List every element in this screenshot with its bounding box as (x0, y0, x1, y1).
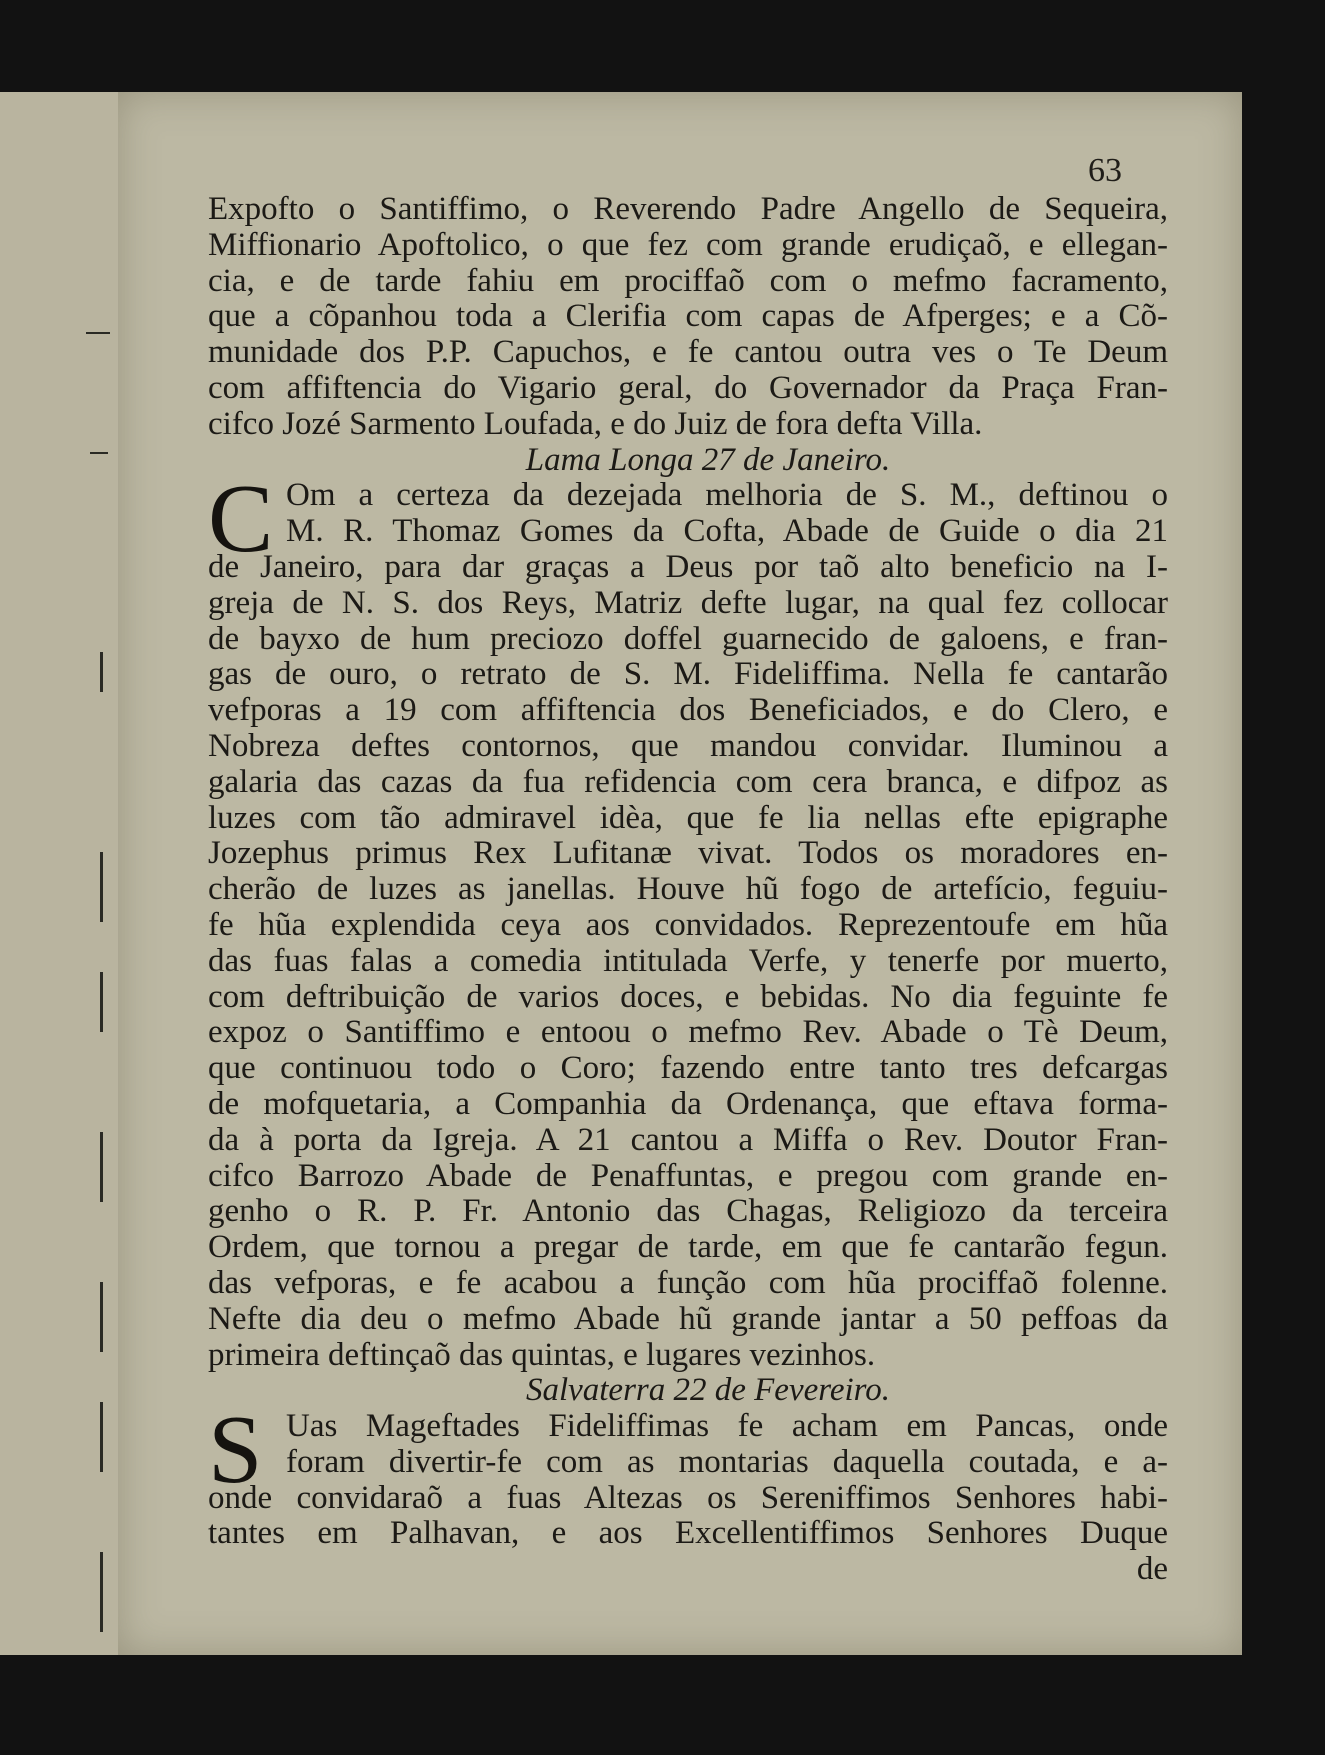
text-line: cherão de luzes as janellas. Houve hũ fogo de artefício, feguiu- (208, 871, 1168, 908)
text-line: gas de ouro, o retrato de S. M. Fideliffima. Nella fe cantarão (208, 656, 1168, 693)
text-line: de Janeiro, para dar graças a Deus por taõ alto beneficio na I- (208, 548, 1168, 585)
text-line: foram divertir-fe com as montarias daquella coutada, e a- (286, 1443, 1168, 1480)
paragraph-3 (208, 1396, 1168, 1588)
text-line: munidade dos P.P. Capuchos, e fe cantou outra ves o Te Deum (208, 334, 1168, 371)
text-line: com affiftencia do Vigario geral, do Governador da Praça Fran- (208, 369, 1168, 406)
text-line: Miffionario Apoftolico, o que fez com grande erudiçaõ, e ellegan- (208, 226, 1168, 263)
text-line: expoz o Santiffimo e entoou o mefmo Rev. Abade o Tè Deum, (208, 1014, 1168, 1051)
text-line: genho o R. P. Fr. Antonio das Chagas, Religiozo da terceira (208, 1193, 1168, 1230)
text-line: primeira deftinçaõ das quintas, e lugares vezinhos. (208, 1336, 876, 1373)
text-line: Jozephus primus Rex Lufitanæ vivat. Todos os moradores en- (208, 835, 1168, 872)
text-line: que a cõpanhou toda a Clerifia com capas de Afperges; e a Cõ- (208, 298, 1168, 335)
text-line: das vefporas, e fe acabou a função com hũa prociffaõ folenne. (208, 1264, 1168, 1301)
text-line: onde convidaraõ a fuas Altezas os Sereniffimos Senhores habi- (208, 1479, 1168, 1516)
text-line: das fuas falas a comedia intitulada Verfe, y tenerfe por muerto, (208, 942, 1168, 979)
page-text (208, 192, 1168, 1588)
facing-page-mark (100, 1402, 103, 1472)
text-line: tantes em Palhavan, e aos Excellentiffimos Senhores Duque (208, 1515, 1168, 1552)
text-line: Ordem, que tornou a pregar de tarde, em que fe cantarão fegun. (208, 1229, 1168, 1266)
facing-page-mark (100, 1282, 103, 1352)
text-line: de bayxo de hum preciozo doffel guarnecido de galoens, e fran- (208, 620, 1168, 657)
text-line: que continuou todo o Coro; fazendo entre tanto tres defcargas (208, 1050, 1168, 1087)
facing-page-mark (100, 652, 103, 692)
paragraph-1 (208, 192, 1168, 443)
facing-page-mark (86, 332, 110, 334)
drop-cap: C (208, 465, 274, 574)
text-line: vefporas a 19 com affiftencia dos Beneficiados, e do Clero, e (208, 692, 1168, 729)
text-line: Expofto o Santiffimo, o Reverendo Padre Angello de Sequeira, (208, 191, 1168, 227)
facing-page-mark (100, 1552, 103, 1632)
dateline: Salvaterra 22 de Fevereiro. (525, 1372, 891, 1409)
facing-page-mark (100, 1132, 103, 1202)
facing-page-mark (100, 852, 103, 922)
text-line: Nefte dia deu o mefmo Abade hũ grande jantar a 50 peffoas da (208, 1300, 1168, 1337)
text-line: da à porta da Igreja. A 21 cantou a Miffa o Rev. Doutor Fran- (208, 1121, 1168, 1158)
text-line: Uas Mageftades Fideliffimas fe acham em Pancas, onde (286, 1408, 1168, 1445)
facing-page-mark (100, 972, 103, 1032)
text-line: Om a certeza da dezejada melhoria de S. M., deftinou o (286, 477, 1168, 514)
text-line: luzes com tão admiravel idèa, que fe lia nellas efte epigraphe (208, 799, 1168, 836)
text-line: fe hũa explendida ceya aos convidados. Reprezentoufe em hũa (208, 906, 1168, 943)
dateline: Lama Longa 27 de Janeiro. (525, 441, 891, 478)
text-line: cifco Jozé Sarmento Loufada, e do Juiz de fora defta Villa. (208, 405, 983, 442)
page-number: 63 (1088, 152, 1122, 189)
catchword: de (1136, 1551, 1168, 1588)
text-line: galaria das cazas da fua refidencia com cera branca, e difpoz as (208, 763, 1168, 800)
text-line: cia, e de tarde fahiu em prociffaõ com o mefmo facramento, (208, 262, 1168, 299)
text-line: M. R. Thomaz Gomes da Cofta, Abade de Guide o dia 21 (286, 513, 1168, 550)
drop-cap: S (208, 1396, 263, 1505)
paragraph-2 (208, 465, 1168, 1373)
text-line: cifco Barrozo Abade de Penaffuntas, e pregou com grande en- (208, 1157, 1168, 1194)
facing-page-mark (90, 452, 108, 454)
facing-page-edge (0, 92, 119, 1655)
document-page (118, 92, 1242, 1655)
text-line: de mofquetaria, a Companhia da Ordenança, que eftava forma- (208, 1085, 1168, 1122)
text-line: Nobreza deftes contornos, que mandou convidar. Iluminou a (208, 727, 1168, 764)
text-line: greja de N. S. dos Reys, Matriz defte lugar, na qual fez collocar (208, 584, 1168, 621)
text-line: com deftribuição de varios doces, e bebidas. No dia feguinte fe (208, 978, 1168, 1015)
